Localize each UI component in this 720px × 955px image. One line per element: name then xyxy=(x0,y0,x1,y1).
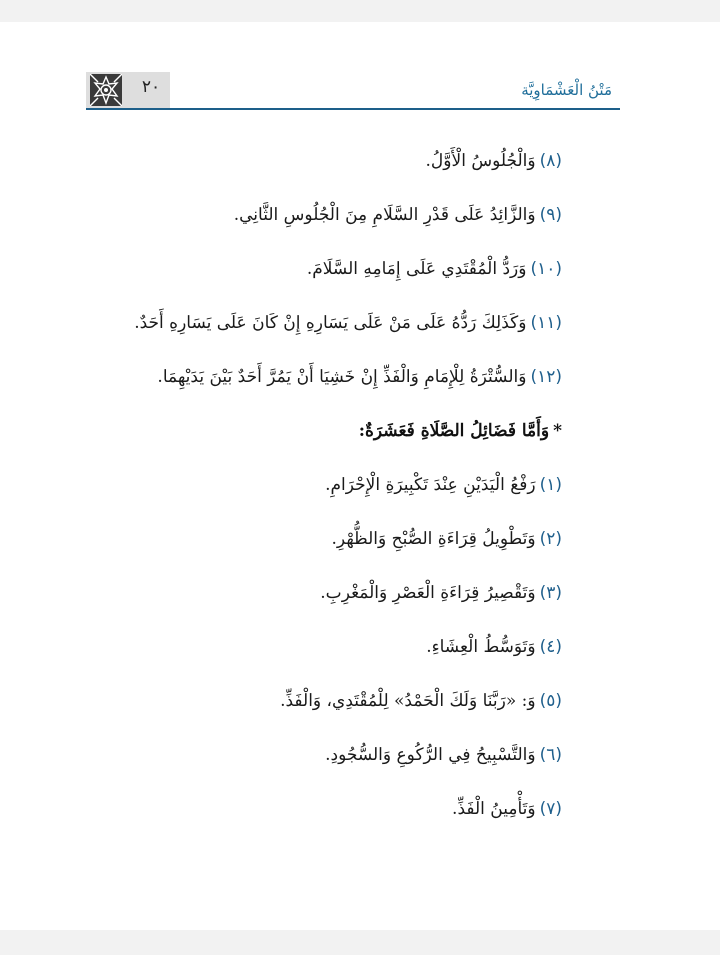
list-item xyxy=(142,458,562,512)
list-item xyxy=(142,674,562,728)
item-text: وَالسُّتْرَةُ لِلْإِمَامِ وَالْفَذِّ إِنْ خَشِيَا أَنْ يَمُرَّ أَحَدٌ بَيْنَ يَدَيْهِمَا. xyxy=(157,367,527,387)
item-number: (١) xyxy=(539,475,562,495)
page-header xyxy=(86,72,620,110)
item-text: وَتَأْمِينُ الْفَذِّ. xyxy=(452,799,536,819)
item-number: (٤) xyxy=(539,637,562,657)
geometric-star-ornament-icon xyxy=(90,74,122,106)
item-text: وَ: «رَبَّنَا وَلَكَ الْحَمْدُ» لِلْمُقْتَدِي، وَالْفَذِّ. xyxy=(280,691,536,711)
list-item xyxy=(142,512,562,566)
item-text: وَتَطْوِيلُ قِرَاءَةِ الصُّبْحِ وَالظُّهْرِ. xyxy=(331,529,536,549)
item-text: وَالْجُلُوسُ الْأَوَّلُ. xyxy=(425,151,536,171)
item-number: (٦) xyxy=(539,745,562,765)
item-number: (٩) xyxy=(539,205,562,225)
item-text: وَتَوَسُّطُ الْعِشَاءِ. xyxy=(426,637,536,657)
item-number: (٥) xyxy=(539,691,562,711)
page-number-box xyxy=(86,72,170,108)
item-text: وَالزَّائِدُ عَلَى قَدْرِ السَّلَامِ مِنَ الْجُلُوسِ الثَّانِي. xyxy=(233,205,536,225)
item-text: وَتَقْصِيرُ قِرَاءَةِ الْعَصْرِ وَالْمَغْرِبِ. xyxy=(320,583,536,603)
list-item xyxy=(142,134,562,188)
list-item xyxy=(142,728,562,782)
list-item xyxy=(142,782,562,836)
list-item xyxy=(142,242,562,296)
item-number: (٢) xyxy=(539,529,562,549)
item-number: (٨) xyxy=(539,151,562,171)
star-marker: * xyxy=(553,421,562,441)
item-number: (٣) xyxy=(539,583,562,603)
item-number: (١٠) xyxy=(530,259,562,279)
document-page xyxy=(0,22,720,930)
list-item xyxy=(134,296,562,350)
page-content xyxy=(134,134,562,836)
item-text: وَرَدُّ الْمُقْتَدِي عَلَى إِمَامِهِ السَّلَامَ. xyxy=(306,259,527,279)
list-item xyxy=(142,188,562,242)
item-number: (٧) xyxy=(539,799,562,819)
section-heading-text: وَأَمَّا فَضَائِلُ الصَّلَاةِ فَعَشَرَةٌ: xyxy=(358,421,550,441)
book-title: مَتْنُ الْعَشْمَاوِيَّة xyxy=(521,81,612,99)
item-text: رَفْعُ الْيَدَيْنِ عِنْدَ تَكْبِيرَةِ الْإِحْرَامِ. xyxy=(325,475,536,495)
section-heading xyxy=(142,404,562,458)
item-text: وَالتَّسْبِيحُ فِي الرُّكُوعِ وَالسُّجُودِ. xyxy=(325,745,536,765)
item-number: (١٢) xyxy=(530,367,562,387)
item-number: (١١) xyxy=(530,313,562,333)
page-number: ٢٠ xyxy=(141,77,161,97)
list-item xyxy=(142,566,562,620)
list-item xyxy=(142,620,562,674)
item-text: وَكَذَلِكَ رَدُّهُ عَلَى مَنْ عَلَى يَسَارِهِ إِنْ كَانَ عَلَى يَسَارِهِ أَحَدٌ. xyxy=(134,313,527,333)
list-item xyxy=(142,350,562,404)
